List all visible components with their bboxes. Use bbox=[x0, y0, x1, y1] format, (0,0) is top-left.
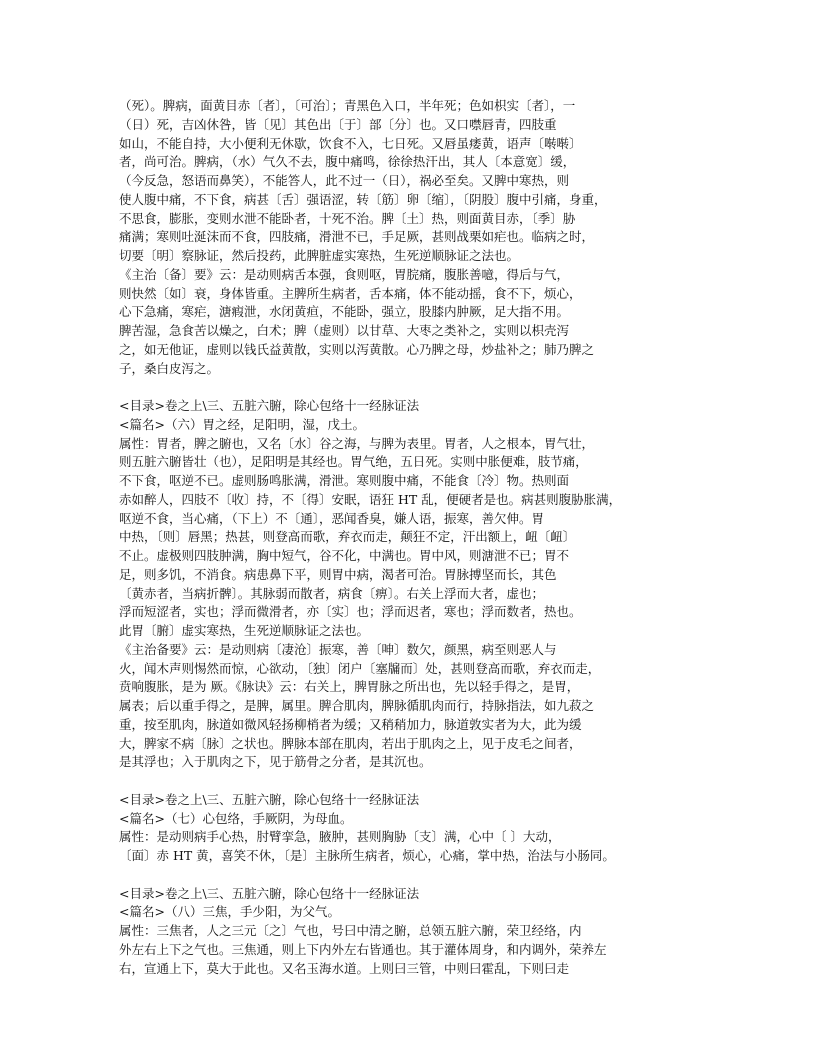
section-spleen-continued bbox=[119, 97, 719, 378]
text-line: 痛满；寒则吐涎沫而不食，四肢痛，滑泄不已，手足厥，甚则战栗如疟也。临病之时， bbox=[119, 229, 595, 245]
text-line: 呕逆不食，当心痛，（下上）不〔通〕，恶闻香臭，嫌人语，振寒，善欠伸。胃 bbox=[119, 510, 545, 526]
text-line: 使人腹中痛，不下食，病甚〔舌〕强语涩，转〔筋〕卵〔缩〕，〔阴股〕腹中引痛，身重， bbox=[119, 191, 607, 207]
text-line: 脾苦湿，急食苦以燥之，白术；脾（虚则）以甘草、大枣之类补之，实则以枳壳泻 bbox=[119, 323, 570, 338]
chapter-title: <篇名>（八）三焦，手少阳，为父气。 bbox=[119, 904, 340, 920]
text-line: 不止。虚极则四肢肿满，胸中短气，谷不化，中满也。胃中风，则溏泄不已；胃不 bbox=[119, 548, 570, 563]
catalog-heading: <目录>卷之上\三、五脏六腑，除心包络十一经脉证法 bbox=[119, 791, 420, 807]
text-line: 贲响腹胀，是为 厥。《脉诀》云：右关上，脾胃脉之所出也，先以轻手得之，是胃， bbox=[119, 679, 580, 695]
text-line: 不下食，呕逆不已。虚则肠鸣胀满，滑泄。寒则腹中痛，不能食〔冷〕物。热则面 bbox=[119, 473, 570, 488]
text-line: 属表；后以重手得之，是脾，属里。脾合肌肉，脾脉循肌肉而行，持脉指法，如九菽之 bbox=[119, 698, 595, 713]
text-line: 子，桑白皮泻之。 bbox=[119, 360, 220, 376]
text-line: 〔面〕赤 HT 黄，喜笑不休，〔是〕主脉所生病者，烦心，心痛，掌中热，治法与小肠同。 bbox=[119, 848, 615, 863]
text-line: 切要〔明〕察脉证，然后投药，此脾脏虚实寒热，生死逆顺脉证之法也。 bbox=[119, 248, 520, 263]
text-line: 则五脏六腑皆壮（也），足阳明是其经也。胃气绝，五日死。实则中胀便难，肢节痛， bbox=[119, 454, 588, 470]
section-gap bbox=[119, 866, 719, 885]
text-line: 〔黄赤者，当病折髀〕。其脉弱而散者，病食〔痹〕。右关上浮而大者，虚也； bbox=[119, 585, 545, 601]
text-line: 大，脾家不病〔脉〕之状也。脾脉本部在肌肉，若出于肌肉之上，见于皮毛之间者， bbox=[119, 735, 582, 751]
catalog-heading: <目录>卷之上\三、五脏六腑，除心包络十一经脉证法 bbox=[119, 398, 420, 413]
section-gap bbox=[119, 378, 719, 397]
text-line: 重，按至肌肉，脉道如微风轻扬柳梢者为缓；又稍稍加力，脉道敦实者为大，此为缓 bbox=[119, 716, 582, 732]
document-page bbox=[119, 97, 719, 978]
text-line: 火，闻木声则惕然而惊，心欲动，〔独〕闭户〔塞牖而〕处，甚则登高而歌，弃衣而走， bbox=[119, 660, 601, 676]
text-line: （今反急，怒语而鼻笑），不能答人，此不过一（日），祸必至矣。又脾中寒热，则 bbox=[119, 173, 570, 188]
text-line: 赤如醉人，四肢不〔收〕持，不〔得〕安眠，语狂 HT 乱，便硬者是也。病甚则腹胁胀满， bbox=[119, 491, 622, 507]
text-line: 属性：胃者，脾之腑也，又名〔水〕谷之海，与脾为表里。胃者，人之根本，胃气壮， bbox=[119, 435, 595, 451]
text-line: 《主治〔备〕要》云：是动则病舌本强，食则呕，胃脘痛，腹胀善噫，得后与气， bbox=[119, 266, 570, 282]
text-line: 《主治备要》云：是动则病〔凄沧〕振寒，善〔呻〕数欠，颜黑，病至则恶人与 bbox=[119, 641, 557, 657]
section-triple-burner bbox=[119, 885, 719, 979]
text-line: 属性：是动则病手心热，肘臂挛急，腋肿，甚则胸胁〔支〕满，心中〔 〕大动， bbox=[119, 829, 561, 845]
text-line: 右，宣通上下，莫大于此也。又名玉海水道。上则曰三管，中则曰霍乱，下则曰走 bbox=[119, 960, 570, 976]
text-line: （日）死，吉凶休咎，皆〔见〕其色出〔于〕部〔分〕也。又口噤唇青，四肢重 bbox=[119, 116, 557, 132]
text-line: （死）。脾病，面黄目赤〔者〕，〔可治〕；青黑色入口，半年死；色如枳实〔者〕，一 bbox=[119, 98, 576, 113]
text-line: 浮而短涩者，实也；浮而微滑者，亦〔实〕也；浮而迟者，寒也；浮而数者，热也。 bbox=[119, 604, 582, 620]
text-line: 外左右上下之气也。三焦通，则上下内外左右皆通也。其于灌体周身，和内调外，荣养左 bbox=[119, 941, 607, 957]
text-line: 属性：三焦者，人之三元〔之〕气也，号曰中清之腑，总领五脏六腑，荣卫经络，内 bbox=[119, 923, 582, 938]
text-line: 不思食，膨胀，变则水泄不能卧者，十死不治。脾〔土〕热，则面黄目赤，〔季〕胁 bbox=[119, 210, 576, 226]
section-pericardium bbox=[119, 791, 719, 866]
text-line: 如山，不能自持，大小便利无休歇，饮食不入，七日死。又唇虽痿黄，语声〔啭啭〕 bbox=[119, 135, 582, 151]
text-line: 足，则多饥，不消食。病患鼻下平，则胃中病，渴者可治。胃脉搏坚而长，其色 bbox=[119, 566, 557, 582]
catalog-heading: <目录>卷之上\三、五脏六腑，除心包络十一经脉证法 bbox=[119, 885, 420, 901]
chapter-title: <篇名>（七）心包络，手厥阴，为母血。 bbox=[119, 810, 353, 826]
chapter-title: <篇名>（六）胃之经，足阳明，湿，戊土。 bbox=[119, 416, 365, 432]
text-line: 是其浮也；入于肌肉之下，见于筋骨之分者，是其沉也。 bbox=[119, 754, 432, 770]
text-line: 则快然〔如〕衰，身体皆重。主脾所生病者，舌本痛，体不能动摇，食不下，烦心， bbox=[119, 285, 582, 301]
text-line: 之，如无他证，虚则以钱氏益黄散，实则以泻黄散。心乃脾之母，炒盐补之；肺乃脾之 bbox=[119, 341, 595, 357]
text-line: 此胃〔腑〕虚实寒热，生死逆顺脉证之法也。 bbox=[119, 623, 370, 638]
text-line: 中热，〔则〕唇黑；热甚，则登高而歌，弃衣而走，颠狂不定，汗出额上，衄〔衄〕 bbox=[119, 529, 576, 545]
text-line: 心下急痛，寒疟，溏瘕泄，水闭黄疸，不能卧，强立，股膝内肿厥，足大指不用。 bbox=[119, 304, 570, 320]
section-stomach-meridian bbox=[119, 397, 719, 772]
section-gap bbox=[119, 772, 719, 791]
text-line: 者，尚可治。脾病，（水）气久不去，腹中痛鸣，徐徐热汗出，其人〔本意宽〕缓， bbox=[119, 154, 576, 170]
